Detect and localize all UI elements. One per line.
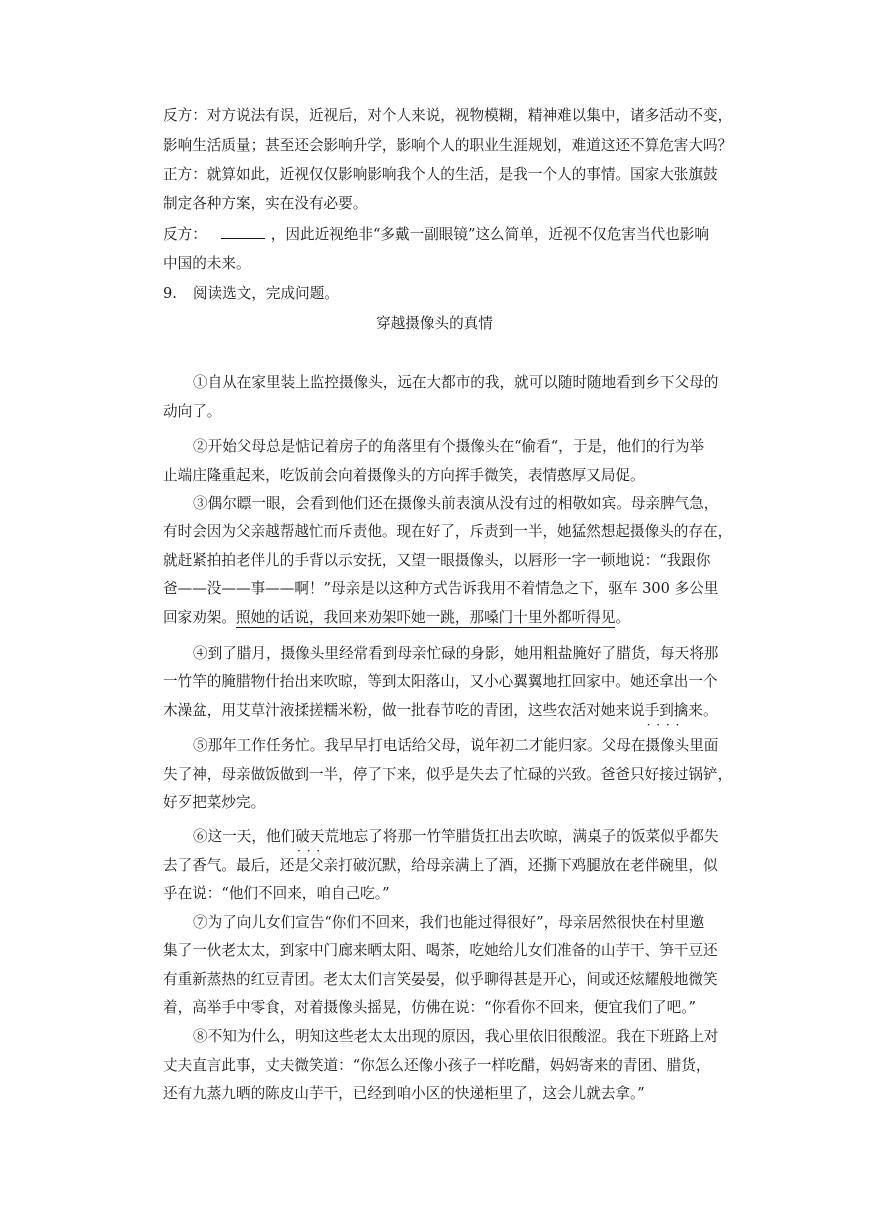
paragraph-line: ①自从在家里装上监控摄像头，远在大都市的我，就可以随时随地看到乡下父母的	[193, 374, 719, 391]
paragraph-line: 有时会因为父亲越帮越忙而斥责他。现在好了，斥责到一半，她猛然想起摄像头的存在，	[163, 523, 733, 540]
article-title: 穿越摄像头的真情	[376, 315, 493, 332]
paragraph-line: 好歹把菜炒完。	[163, 794, 266, 811]
paragraph-text: 木澡盆，用艾草汁液揉搓糯米粉，做一批春节吃的青团，这些农活对她来说	[163, 702, 645, 719]
paragraph-line: ②开始父母总是惦记着房子的角落里有个摄像头在“偷看“，于是，他们的行为举	[193, 438, 705, 455]
paragraph-line: ⑤那年工作任务忙。我早早打电话给父母，说年初二才能归家。父母在摄像头里面	[193, 737, 719, 754]
paragraph-line	[163, 701, 718, 721]
paragraph-text: 回家劝架。	[163, 609, 236, 626]
question-number: 9.	[163, 285, 177, 302]
paragraph-line: 集了一伙老太太，到家中门廊来晒太阳、喝茶，吃她给儿女们准备的山芋干、笋干豆还	[163, 942, 718, 959]
debate-speaker: 反方：	[163, 226, 207, 243]
paragraph-text: 地忘了将那一竹竿腊货扛出去吹晾，满桌子的饭菜似乎都失	[338, 828, 719, 845]
paragraph-line: 着，高举手中零食，对着摄像头摇晃，仿佛在说：“你看你不回来，便宜我们了吧。”	[163, 999, 696, 1016]
paragraph-line	[193, 827, 718, 847]
paragraph-line: 乎在说：“他们不回来，咱自己吃。”	[163, 885, 390, 902]
paragraph-line: 爸——没——事——啊！”母亲是以这种方式告诉我用不着情急之下，驱车 300 多公里	[163, 580, 719, 597]
debate-line: 反方：对方说法有误，近视后，对个人来说，视物模糊，精神难以集中，诸多活动不变，	[163, 107, 733, 124]
paragraph-text: 。	[703, 702, 718, 719]
paragraph-line: 有重新蒸热的红豆青团。老太太们言笑晏晏，似乎聊得甚是开心，间或还炫耀般地微笑	[163, 971, 718, 988]
paragraph-line: ④到了腊月，摄像头里经常看到母亲忙碌的身影，她用粗盐腌好了腊货，每天将那	[193, 645, 719, 662]
answer-blank[interactable]	[221, 224, 265, 239]
question-prompt: 阅读选文，完成问题。	[192, 285, 339, 302]
paragraph-line: 失了神，母亲做饭做到一半，停了下来，似乎是失去了忙碌的兴致。爸爸只好接过锅铲，	[163, 766, 733, 783]
paragraph-line: 丈夫直言此事，丈夫微笑道：“你怎么还像小孩子一样吃醋，妈妈寄来的青团、腊货，	[163, 1057, 711, 1074]
paragraph-line: 一竹竿的腌腊物什抬出来吹晾，等到太阳落山，又小心翼翼地扛回家中。她还拿出一个	[163, 673, 718, 690]
debate-line: 影响生活质量；甚至还会影响升学，影响个人的职业生涯规划，难道这还不算危害大吗？	[163, 137, 733, 154]
paragraph-line: 动向了。	[163, 403, 222, 420]
debate-text: ，因此近视绝非“多戴一副眼镜”这么简单，近视不仅危害当代也影响	[270, 226, 709, 243]
debate-answer-line	[163, 224, 709, 245]
paragraph-text: ⑥这一天，他们	[193, 828, 296, 845]
dotted-phrase: 手到擒来 · · · ·	[645, 702, 703, 719]
debate-line: 制定各种方案，实在没有必要。	[163, 195, 368, 212]
paragraph-line: 止端庄隆重起来，吃饭前会向着摄像头的方向挥手微笑，表情憨厚又局促。	[163, 467, 645, 484]
underlined-sentence: 照她的话说，我回来劝架吓她一跳，那嗓门十里外都听得见	[235, 609, 616, 626]
paragraph-line: 还有九蒸九晒的陈皮山芋干，已经到咱小区的快递柜里了，这会儿就去拿。”	[163, 1085, 645, 1102]
dotted-phrase: 破天荒 · · ·	[295, 828, 339, 845]
paragraph-text: 。	[615, 609, 631, 626]
debate-line: 中国的未来。	[163, 255, 251, 272]
paragraph-line: ⑧不知为什么，明知这些老太太出现的原因，我心里依旧很酸涩。我在下班路上对	[193, 1028, 719, 1045]
paragraph-line: 去了香气。最后，还是父亲打破沉默，给母亲满上了酒，还撕下鸡腿放在老伴碗里，似	[163, 857, 718, 874]
paragraph-line: 就赶紧拍拍老伴儿的手背以示安抚，又望一眼摄像头，以唇形一字一顿地说：“我跟你	[163, 552, 711, 569]
debate-line: 正方：就算如此，近视仅仅影响影响我个人的生活，是我一个人的事情。国家大张旗鼓	[163, 166, 718, 183]
paragraph-line: ⑦为了向儿女们宣告“你们不回来，我们也能过得很好”，母亲居然很快在村里邀	[193, 914, 705, 931]
question-header	[163, 284, 339, 304]
paragraph-line	[163, 608, 630, 628]
paragraph-line: ③偶尔瞟一眼，会看到他们还在摄像头前表演从没有过的相敬如宾。母亲脾气急，	[193, 495, 719, 512]
